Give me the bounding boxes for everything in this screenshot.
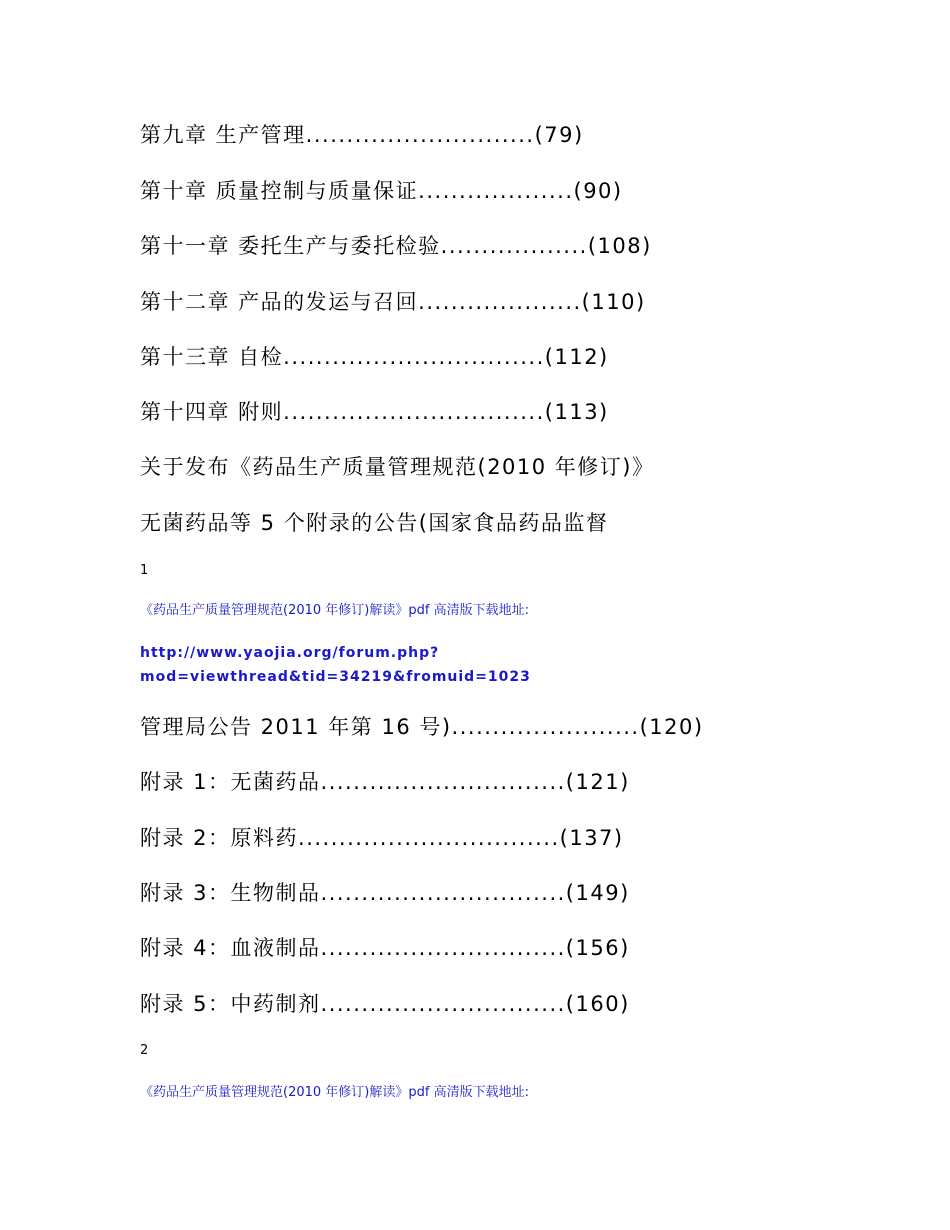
- download-caption: 《药品生产质量管理规范(2010 年修订)解读》pdf 高清版下载地址:: [140, 603, 529, 618]
- page-number: 2: [140, 1043, 149, 1058]
- toc-entry-announcement-line-2: 无菌药品等 5 个附录的公告(国家食品药品监督: [140, 511, 609, 535]
- toc-entry-chapter-10: 第十章 质量控制与质量保证...................(90): [140, 179, 623, 203]
- toc-entry-appendix-5: 附录 5：中药制剂..............................(160): [140, 992, 630, 1016]
- toc-entry-chapter-9: 第九章 生产管理............................(79): [140, 123, 584, 147]
- page-number: 1: [140, 563, 149, 578]
- toc-entry-chapter-12: 第十二章 产品的发运与召回....................(110): [140, 290, 646, 314]
- toc-entry-chapter-14: 第十四章 附则................................(113): [140, 400, 609, 424]
- download-link-line-2[interactable]: mod=viewthread&tid=34219&fromuid=1023: [140, 669, 531, 685]
- toc-entry-announcement-line-1: 关于发布《药品生产质量管理规范(2010 年修订)》: [140, 455, 655, 479]
- toc-entry-appendix-4: 附录 4：血液制品..............................(156): [140, 936, 630, 960]
- download-caption: 《药品生产质量管理规范(2010 年修订)解读》pdf 高清版下载地址:: [140, 1085, 529, 1100]
- download-link-line-1[interactable]: http://www.yaojia.org/forum.php?: [140, 645, 440, 661]
- toc-entry-announcement-line-3: 管理局公告 2011 年第 16 号).......................(120): [140, 715, 704, 739]
- toc-entry-chapter-13: 第十三章 自检................................(112): [140, 345, 609, 369]
- toc-entry-appendix-2: 附录 2：原料药................................(137): [140, 826, 624, 850]
- toc-entry-appendix-3: 附录 3：生物制品..............................(149): [140, 881, 630, 905]
- toc-entry-appendix-1: 附录 1：无菌药品..............................(121): [140, 770, 630, 794]
- toc-entry-chapter-11: 第十一章 委托生产与委托检验..................(108): [140, 234, 652, 258]
